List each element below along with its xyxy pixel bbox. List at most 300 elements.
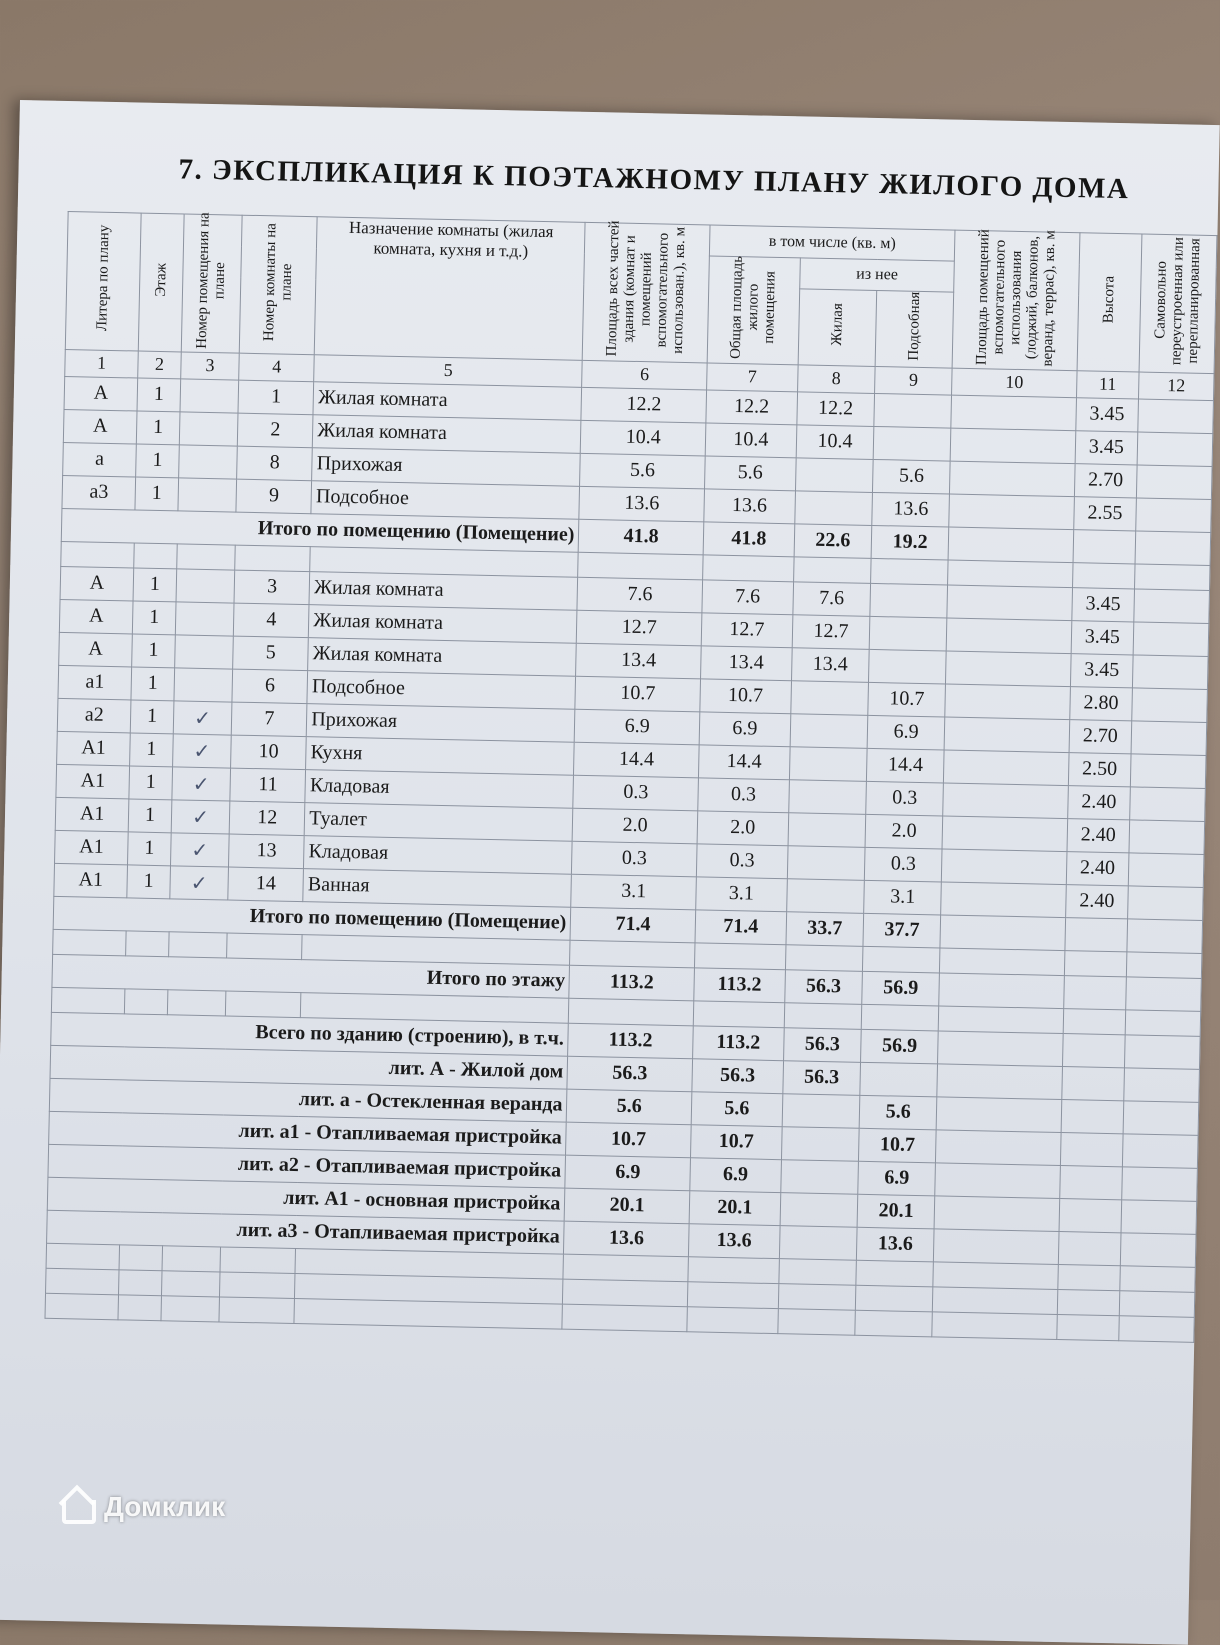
room-number-cell: 6 <box>232 669 308 704</box>
area-all-cell: 2.0 <box>573 808 698 844</box>
self-built-cell <box>1136 498 1212 533</box>
empty-cell <box>220 1247 296 1274</box>
empty-cell <box>778 1284 856 1311</box>
empty-cell <box>687 1307 778 1334</box>
total-living <box>779 1226 857 1261</box>
total-living <box>782 1094 860 1129</box>
total-self-built <box>1122 1134 1198 1169</box>
area-all-cell: 10.7 <box>575 676 700 712</box>
total-height <box>1073 530 1136 564</box>
height-cell: 2.40 <box>1068 786 1131 820</box>
empty-cell <box>932 1312 1057 1340</box>
room-number-cell: 5 <box>233 636 309 671</box>
total-self-built <box>1123 1101 1199 1136</box>
total-total-living: 71.4 <box>695 910 787 945</box>
total-self-built <box>1135 531 1211 566</box>
aux-area-cell <box>944 750 1069 786</box>
header-room-number: Номер комнаты на плане <box>239 215 317 354</box>
living-cell: 13.4 <box>791 648 869 683</box>
empty-cell <box>563 1254 688 1282</box>
total-height <box>1061 1099 1124 1133</box>
total-label: лит. а2 - Отапливаемая пристройка <box>48 1144 566 1188</box>
empty-cell <box>778 1309 856 1336</box>
total-label: лит. а3 - Отапливаемая пристройка <box>47 1210 565 1254</box>
total-living: 56.3 <box>783 1061 861 1096</box>
total-area-all: 13.6 <box>564 1221 689 1257</box>
room-name-cell: Кладовая <box>305 770 574 809</box>
floor-cell: 1 <box>131 700 174 734</box>
check-mark <box>178 478 237 512</box>
total-aux-area <box>939 973 1064 1009</box>
empty-cell <box>948 560 1073 588</box>
check-mark: ✓ <box>170 833 229 867</box>
empty-cell <box>119 1270 162 1296</box>
total-self-built <box>1122 1167 1198 1202</box>
empty-cell <box>562 1304 687 1332</box>
room-name-cell: Туалет <box>304 803 573 842</box>
floor-cell: 1 <box>133 568 176 602</box>
floor-cell: 1 <box>135 477 178 511</box>
litera-cell: А <box>59 599 133 634</box>
header-including: в том числе (кв. м) <box>709 225 955 261</box>
total-total-living: 20.1 <box>689 1191 781 1226</box>
empty-cell <box>793 557 871 584</box>
check-mark <box>178 445 237 479</box>
height-cell: 3.45 <box>1070 654 1133 688</box>
height-cell: 2.40 <box>1067 819 1130 853</box>
room-name-cell: Прихожая <box>306 704 575 743</box>
room-name-cell: Ванная <box>303 869 572 908</box>
empty-cell <box>570 940 695 968</box>
check-mark <box>175 602 234 636</box>
empty-cell <box>134 543 177 569</box>
total-area-all: 6.9 <box>565 1155 690 1191</box>
litera-cell: А1 <box>57 731 131 766</box>
total-self-built <box>1124 1035 1200 1070</box>
total-living-cell: 13.4 <box>700 646 792 681</box>
total-auxiliary: 20.1 <box>857 1194 935 1229</box>
check-mark: ✓ <box>172 734 231 768</box>
self-built-cell <box>1136 465 1212 500</box>
living-cell <box>789 747 867 782</box>
empty-cell <box>855 1285 933 1312</box>
room-number-cell: 14 <box>228 867 304 902</box>
height-cell: 2.55 <box>1074 497 1137 531</box>
floor-cell: 1 <box>130 733 173 767</box>
total-label: лит. а1 - Отапливаемая пристройка <box>49 1111 567 1155</box>
room-name-cell: Кладовая <box>304 836 573 875</box>
litera-cell: А <box>60 566 134 601</box>
empty-cell <box>219 1297 295 1324</box>
header-of-it: из нее <box>800 258 955 292</box>
empty-cell <box>51 987 125 1014</box>
total-height <box>1058 1231 1121 1265</box>
total-total-living: 5.6 <box>691 1092 783 1127</box>
total-auxiliary: 19.2 <box>871 525 949 560</box>
empty-cell <box>126 931 169 957</box>
litera-cell: а3 <box>62 475 136 510</box>
aux-area-cell <box>949 494 1074 530</box>
total-aux-area <box>936 1097 1061 1133</box>
empty-cell <box>933 1262 1058 1290</box>
height-cell: 3.45 <box>1072 588 1135 622</box>
column-number: 2 <box>138 351 181 379</box>
total-living: 33.7 <box>786 912 864 947</box>
total-self-built <box>1120 1233 1196 1268</box>
room-name-cell: Подсобное <box>311 481 580 520</box>
total-total-living: 113.2 <box>692 1026 784 1061</box>
check-mark: ✓ <box>172 767 231 801</box>
check-mark <box>180 379 239 413</box>
empty-cell <box>220 1272 296 1299</box>
aux-area-cell <box>950 461 1075 497</box>
total-self-built <box>1124 1068 1200 1103</box>
header-living: Жилая <box>798 289 877 367</box>
litera-cell: А1 <box>56 764 130 799</box>
living-cell <box>795 491 873 526</box>
total-area-all: 56.3 <box>567 1056 692 1092</box>
total-total-living: 113.2 <box>694 968 786 1003</box>
auxiliary-cell <box>874 393 952 428</box>
area-all-cell: 13.4 <box>576 643 701 679</box>
total-height <box>1059 1198 1122 1232</box>
self-built-cell <box>1132 655 1208 690</box>
check-mark: ✓ <box>171 800 230 834</box>
empty-cell <box>1072 563 1135 589</box>
empty-cell <box>861 1004 939 1031</box>
empty-cell <box>784 1003 862 1030</box>
empty-cell <box>1126 952 1202 979</box>
header-aux-area: Площадь помещений вспомогательного использования (лоджий, балконов, веранд, террас), кв. м <box>952 230 1079 370</box>
total-auxiliary: 10.7 <box>859 1128 937 1163</box>
self-built-cell <box>1128 853 1204 888</box>
column-number: 10 <box>952 368 1077 398</box>
height-cell: 3.45 <box>1075 431 1138 465</box>
area-all-cell: 3.1 <box>571 874 696 910</box>
auxiliary-cell: 14.4 <box>866 748 944 783</box>
living-cell <box>791 681 869 716</box>
header-total-living: Общая площадь жилого помещения <box>707 256 800 365</box>
floor-cell: 1 <box>127 865 170 899</box>
self-built-cell <box>1128 886 1204 921</box>
auxiliary-cell <box>870 583 948 618</box>
empty-cell <box>863 946 941 973</box>
empty-cell <box>940 948 1065 976</box>
floor-cell: 1 <box>129 766 172 800</box>
empty-cell <box>687 1282 778 1309</box>
self-built-cell <box>1131 721 1207 756</box>
empty-cell <box>871 558 949 585</box>
room-name-cell: Подсобное <box>307 671 576 710</box>
auxiliary-cell: 6.9 <box>867 715 945 750</box>
explication-table <box>44 211 1217 1343</box>
self-built-cell <box>1130 754 1206 789</box>
total-aux-area <box>934 1229 1059 1265</box>
height-cell: 2.40 <box>1066 851 1129 885</box>
empty-cell <box>125 989 168 1015</box>
domclick-watermark <box>60 1490 225 1524</box>
column-number: 3 <box>180 352 239 380</box>
column-number: 6 <box>582 360 707 390</box>
litera-cell: А1 <box>55 797 129 832</box>
aux-area-cell <box>946 618 1071 654</box>
litera-cell: а2 <box>57 698 131 733</box>
aux-area-cell <box>945 684 1070 720</box>
height-cell: 2.40 <box>1065 884 1128 918</box>
column-number: 9 <box>875 366 953 395</box>
check-mark <box>174 635 233 669</box>
area-all-cell: 13.6 <box>579 486 704 522</box>
auxiliary-cell: 13.6 <box>872 492 950 527</box>
total-total-living: 56.3 <box>692 1059 784 1094</box>
total-living-cell: 3.1 <box>696 877 788 912</box>
total-auxiliary: 13.6 <box>856 1227 934 1262</box>
living-cell: 10.4 <box>796 425 874 460</box>
header-self-built: Самовольно переустроенная или перепланированная <box>1139 234 1217 373</box>
total-aux-area <box>937 1064 1062 1100</box>
total-label: лит. а - Остекленная веранда <box>49 1078 567 1122</box>
empty-cell <box>563 1279 688 1307</box>
total-living-cell: 6.9 <box>699 712 791 747</box>
total-label: Итого по этажу <box>52 954 570 998</box>
room-name-cell: Жилая комната <box>309 572 578 611</box>
self-built-cell <box>1133 622 1209 657</box>
living-cell: 7.6 <box>793 582 871 617</box>
header-purpose: Назначение комнаты (жилая комната, кухня и т.д.) <box>314 217 585 360</box>
empty-cell <box>161 1296 220 1322</box>
header-area-all: Площадь всех частей здания (комнат и помещений вспомогательного использован.), кв. м <box>583 222 710 362</box>
self-built-cell <box>1137 432 1213 467</box>
self-built-cell <box>1134 589 1210 624</box>
living-cell: 12.7 <box>792 615 870 650</box>
total-total-living: 6.9 <box>690 1158 782 1193</box>
empty-cell <box>226 991 302 1018</box>
area-all-cell: 0.3 <box>572 841 697 877</box>
header-height: Высота <box>1077 233 1142 372</box>
empty-cell <box>1064 950 1127 976</box>
total-area-all: 71.4 <box>570 907 695 943</box>
total-aux-area <box>948 527 1073 563</box>
total-area-all: 113.2 <box>568 1023 693 1059</box>
room-name-cell: Жилая комната <box>313 415 582 454</box>
total-area-all: 10.7 <box>566 1122 691 1158</box>
room-number-cell: 7 <box>231 702 307 737</box>
aux-area-cell <box>944 717 1069 753</box>
empty-cell <box>1057 1314 1120 1340</box>
aux-area-cell <box>946 651 1071 687</box>
total-label: Всего по зданию (строению), в т.ч. <box>51 1012 569 1056</box>
total-height <box>1060 1132 1123 1166</box>
total-aux-area <box>935 1163 1060 1199</box>
total-living-cell: 13.6 <box>704 489 796 524</box>
empty-cell <box>855 1310 933 1337</box>
column-number: 12 <box>1138 372 1214 401</box>
self-built-cell <box>1129 820 1205 855</box>
empty-cell <box>167 990 226 1016</box>
area-all-cell: 12.7 <box>577 610 702 646</box>
total-total-living: 10.7 <box>690 1125 782 1160</box>
empty-cell <box>856 1260 934 1287</box>
aux-area-cell <box>942 816 1067 852</box>
aux-area-cell <box>950 428 1075 464</box>
room-number-cell: 4 <box>234 603 310 638</box>
total-label: лит. А - Жилой дом <box>50 1045 568 1089</box>
area-all-cell: 5.6 <box>580 453 705 489</box>
auxiliary-cell: 10.7 <box>868 682 946 717</box>
total-self-built <box>1127 919 1203 954</box>
room-name-cell: Прихожая <box>312 448 581 487</box>
empty-cell <box>1119 1291 1195 1318</box>
empty-cell <box>294 1298 563 1329</box>
litera-cell: а <box>63 442 137 477</box>
room-number-cell: 9 <box>236 479 312 514</box>
total-total-living: 13.6 <box>688 1224 780 1259</box>
litera-cell: а1 <box>58 665 132 700</box>
header-row <box>68 212 1217 267</box>
living-cell <box>789 780 867 815</box>
total-living <box>781 1160 859 1195</box>
header-room-number-plan: Номер помещения на плане <box>181 214 242 353</box>
empty-cell <box>933 1287 1058 1315</box>
total-area-all: 113.2 <box>569 965 694 1001</box>
empty-cell <box>1058 1264 1121 1290</box>
area-all-cell: 12.2 <box>581 387 706 423</box>
empty-cell <box>161 1271 220 1297</box>
auxiliary-cell: 3.1 <box>864 880 942 915</box>
height-cell: 2.80 <box>1070 687 1133 721</box>
room-number-cell: 1 <box>238 380 314 415</box>
empty-cell <box>162 1246 221 1272</box>
total-aux-area <box>934 1196 1059 1232</box>
check-mark: ✓ <box>170 866 229 900</box>
litera-cell: А <box>64 376 138 411</box>
total-height <box>1062 1066 1125 1100</box>
area-all-cell: 7.6 <box>577 577 702 613</box>
total-auxiliary: 56.9 <box>861 1029 939 1064</box>
floor-cell: 1 <box>128 799 171 833</box>
check-mark <box>176 569 235 603</box>
total-auxiliary <box>860 1062 938 1097</box>
auxiliary-cell: 0.3 <box>864 847 942 882</box>
total-auxiliary: 56.9 <box>862 971 940 1006</box>
total-area-all: 5.6 <box>567 1089 692 1125</box>
empty-cell <box>1063 1008 1126 1034</box>
height-cell: 2.50 <box>1068 753 1131 787</box>
total-label: Итого по помещению (Помещение) <box>61 508 579 552</box>
litera-cell: А1 <box>55 830 129 865</box>
empty-cell <box>227 933 303 960</box>
document-title: 7. ЭКСПЛИКАЦИЯ К ПОЭТАЖНОМУ ПЛАНУ ЖИЛОГО ДОМА <box>178 153 1130 206</box>
empty-cell <box>176 544 235 570</box>
column-number: 8 <box>797 365 875 394</box>
empty-cell <box>1119 1316 1195 1343</box>
room-number-cell: 11 <box>230 768 306 803</box>
column-number: 1 <box>65 349 139 378</box>
area-all-cell: 14.4 <box>574 742 699 778</box>
auxiliary-cell <box>869 649 947 684</box>
room-number-cell: 10 <box>231 735 307 770</box>
total-label: лит. А1 - основная пристройка <box>47 1177 565 1221</box>
auxiliary-cell: 0.3 <box>866 781 944 816</box>
litera-cell: А <box>59 632 133 667</box>
total-living-cell: 14.4 <box>698 745 790 780</box>
floor-cell: 1 <box>133 601 176 635</box>
total-height <box>1064 975 1127 1009</box>
watermark-text: Домклик <box>104 1491 226 1522</box>
litera-cell: А1 <box>54 863 128 898</box>
empty-cell <box>703 555 794 582</box>
height-cell: 2.70 <box>1069 720 1132 754</box>
total-aux-area <box>938 1031 1063 1067</box>
total-living: 56.3 <box>783 1028 861 1063</box>
room-number-cell: 8 <box>237 446 313 481</box>
area-all-cell: 6.9 <box>575 709 700 745</box>
self-built-cell <box>1138 399 1214 434</box>
total-area-all: 41.8 <box>579 519 704 555</box>
header-litera: Литера по плану <box>65 212 141 351</box>
total-area-all: 20.1 <box>565 1188 690 1224</box>
check-mark <box>179 412 238 446</box>
aux-area-cell <box>951 395 1076 431</box>
floor-cell: 1 <box>137 378 180 412</box>
auxiliary-cell: 5.6 <box>873 459 951 494</box>
total-living <box>780 1193 858 1228</box>
header-auxiliary: Подсобная <box>875 290 954 368</box>
empty-cell <box>168 932 227 958</box>
column-number: 4 <box>239 353 315 382</box>
total-self-built <box>1126 977 1202 1012</box>
aux-area-cell <box>947 585 1072 621</box>
total-auxiliary: 6.9 <box>858 1161 936 1196</box>
room-number-cell: 2 <box>238 413 314 448</box>
empty-cell <box>1120 1266 1196 1293</box>
total-living-cell: 12.2 <box>706 390 798 425</box>
empty-cell <box>46 1243 120 1270</box>
room-name-cell: Жилая комната <box>308 638 577 677</box>
total-auxiliary: 37.7 <box>863 913 941 948</box>
empty-cell <box>785 945 863 972</box>
total-living: 56.3 <box>785 970 863 1005</box>
total-living-cell: 0.3 <box>698 778 790 813</box>
total-aux-area <box>940 915 1065 951</box>
total-living-cell: 2.0 <box>697 811 789 846</box>
column-number: 11 <box>1076 371 1139 399</box>
total-living-cell: 0.3 <box>696 844 788 879</box>
self-built-cell <box>1130 787 1206 822</box>
empty-cell <box>779 1259 857 1286</box>
floor-cell: 1 <box>131 667 174 701</box>
empty-cell <box>46 1268 120 1295</box>
auxiliary-cell: 2.0 <box>865 814 943 849</box>
total-living-cell: 5.6 <box>704 456 796 491</box>
living-cell <box>786 879 864 914</box>
area-all-cell: 10.4 <box>581 420 706 456</box>
room-name-cell: Жилая комната <box>313 382 582 421</box>
self-built-cell <box>1132 688 1208 723</box>
house-icon <box>60 1490 94 1524</box>
room-number-cell: 3 <box>234 570 310 605</box>
total-auxiliary: 5.6 <box>859 1095 937 1130</box>
header-floor: Этаж <box>139 213 184 352</box>
aux-area-cell <box>943 783 1068 819</box>
aux-area-cell <box>942 849 1067 885</box>
empty-cell <box>693 1001 784 1028</box>
floor-cell: 1 <box>136 444 179 478</box>
total-height <box>1060 1165 1123 1199</box>
aux-area-cell <box>941 882 1066 918</box>
check-mark: ✓ <box>173 701 232 735</box>
empty-cell <box>578 552 703 580</box>
